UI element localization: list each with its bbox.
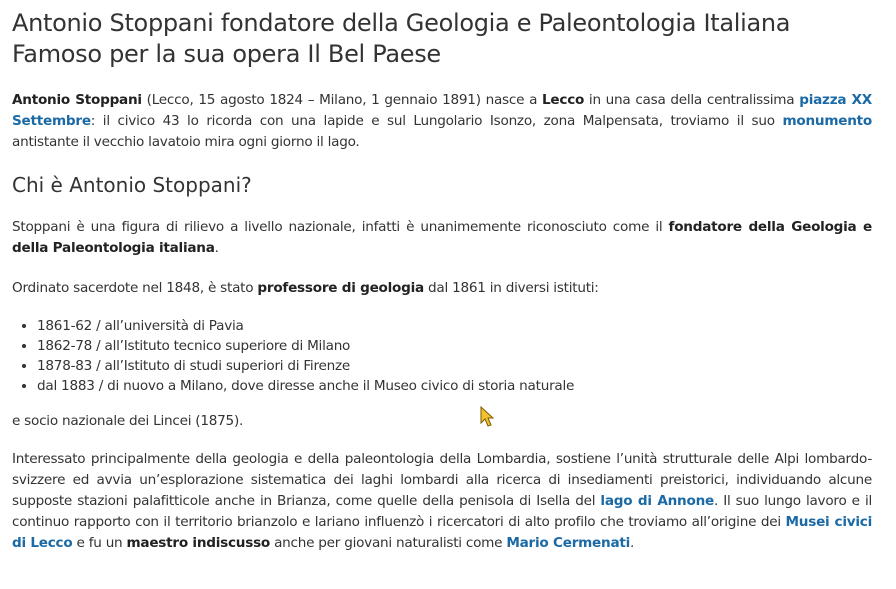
- intro-paragraph: [12, 90, 872, 153]
- section-heading: Chi è Antonio Stoppani?: [12, 173, 252, 197]
- intro-name: Antonio Stoppani: [12, 92, 142, 108]
- paragraph-ordained: [12, 278, 872, 299]
- page-title: [12, 8, 872, 70]
- p2-text-2: dal 1861 in diversi istituti:: [423, 280, 599, 296]
- p2-text-1: Ordinato sacerdote nel 1848, è stato: [12, 280, 258, 296]
- article: [12, 8, 872, 573]
- mouse-pointer-icon: [480, 406, 494, 428]
- p4-text-3: e fu un: [72, 535, 127, 551]
- list-item: • 1861-62 / all’università di Pavia: [37, 316, 872, 336]
- p4-text-4: anche per giovani naturalisti come: [270, 535, 507, 551]
- list-item: • 1878-83 / all’Istituto di studi superiori di Firenze: [37, 356, 872, 376]
- link-lago-di-annone[interactable]: lago di Annone: [600, 493, 714, 509]
- list-item: • dal 1883 / di nuovo a Milano, dove diresse anche il Museo civico di storia naturale: [37, 376, 872, 396]
- link-piazza-xx-settembre[interactable]: piazza XX Settembre: [12, 92, 873, 129]
- link-musei-civici-di-lecco[interactable]: Musei civici di Lecco: [12, 514, 872, 551]
- link-monumento[interactable]: monumento: [782, 113, 872, 129]
- intro-text-3: : il civico 43 lo ricorda con una lapide e sul Lungolario Isonzo, zona Malpensata, troviamo il suo: [90, 113, 783, 129]
- p4-text-5: .: [630, 535, 635, 551]
- intro-text-2: in una casa della centralissima: [584, 92, 800, 108]
- link-mario-cermenati[interactable]: Mario Cermenati: [506, 535, 631, 551]
- page-title-line1: Antonio Stoppani fondatore della Geologia e Paleontologia Italiana: [12, 9, 791, 37]
- p4-bold: maestro indiscusso: [126, 535, 270, 551]
- p1-text-1: Stoppani è una figura di rilievo a livello nazionale, infatti è unanimemente riconosciuto come il: [12, 219, 669, 235]
- list-item: • 1862-78 / all’Istituto tecnico superiore di Milano: [37, 336, 872, 356]
- intro-text-4: antistante il vecchio lavatoio mira ogni giorno il lago.: [12, 134, 360, 150]
- p2-bold: professore di geologia: [257, 280, 424, 296]
- p4-text-2: . Il suo lungo lavoro e il continuo rapporto con il territorio brianzolo e lariano influenzò i ricercatori di alto profilo che troviamo all’origine dei: [12, 493, 873, 530]
- paragraph-research: [12, 449, 872, 554]
- p1-bold: fondatore della Geologia e della Paleontologia italiana: [12, 219, 873, 256]
- page-title-line2: Famoso per la sua opera Il Bel Paese: [12, 40, 441, 68]
- p1-text-2: .: [214, 240, 219, 256]
- intro-text-1: (Lecco, 15 agosto 1824 – Milano, 1 gennaio 1891) nasce a: [141, 92, 542, 108]
- paragraph-founder: [12, 217, 872, 259]
- paragraph-lincei: e socio nazionale dei Lincei (1875).: [12, 413, 244, 429]
- career-list: [12, 316, 872, 396]
- intro-lecco: Lecco: [542, 92, 585, 108]
- p4-text-1: Interessato principalmente della geologia e della paleontologia della Lombardia, sostiene l’unità strutturale delle Alpi lombardo-svizzere ed avvia un’esplorazione sistematica dei laghi lombardi alla ricerca di insediamenti preistorici, individuando alcune supposte stazioni palafitticole anche in Brianza, come quelle della penisola di Isella del: [12, 451, 872, 509]
